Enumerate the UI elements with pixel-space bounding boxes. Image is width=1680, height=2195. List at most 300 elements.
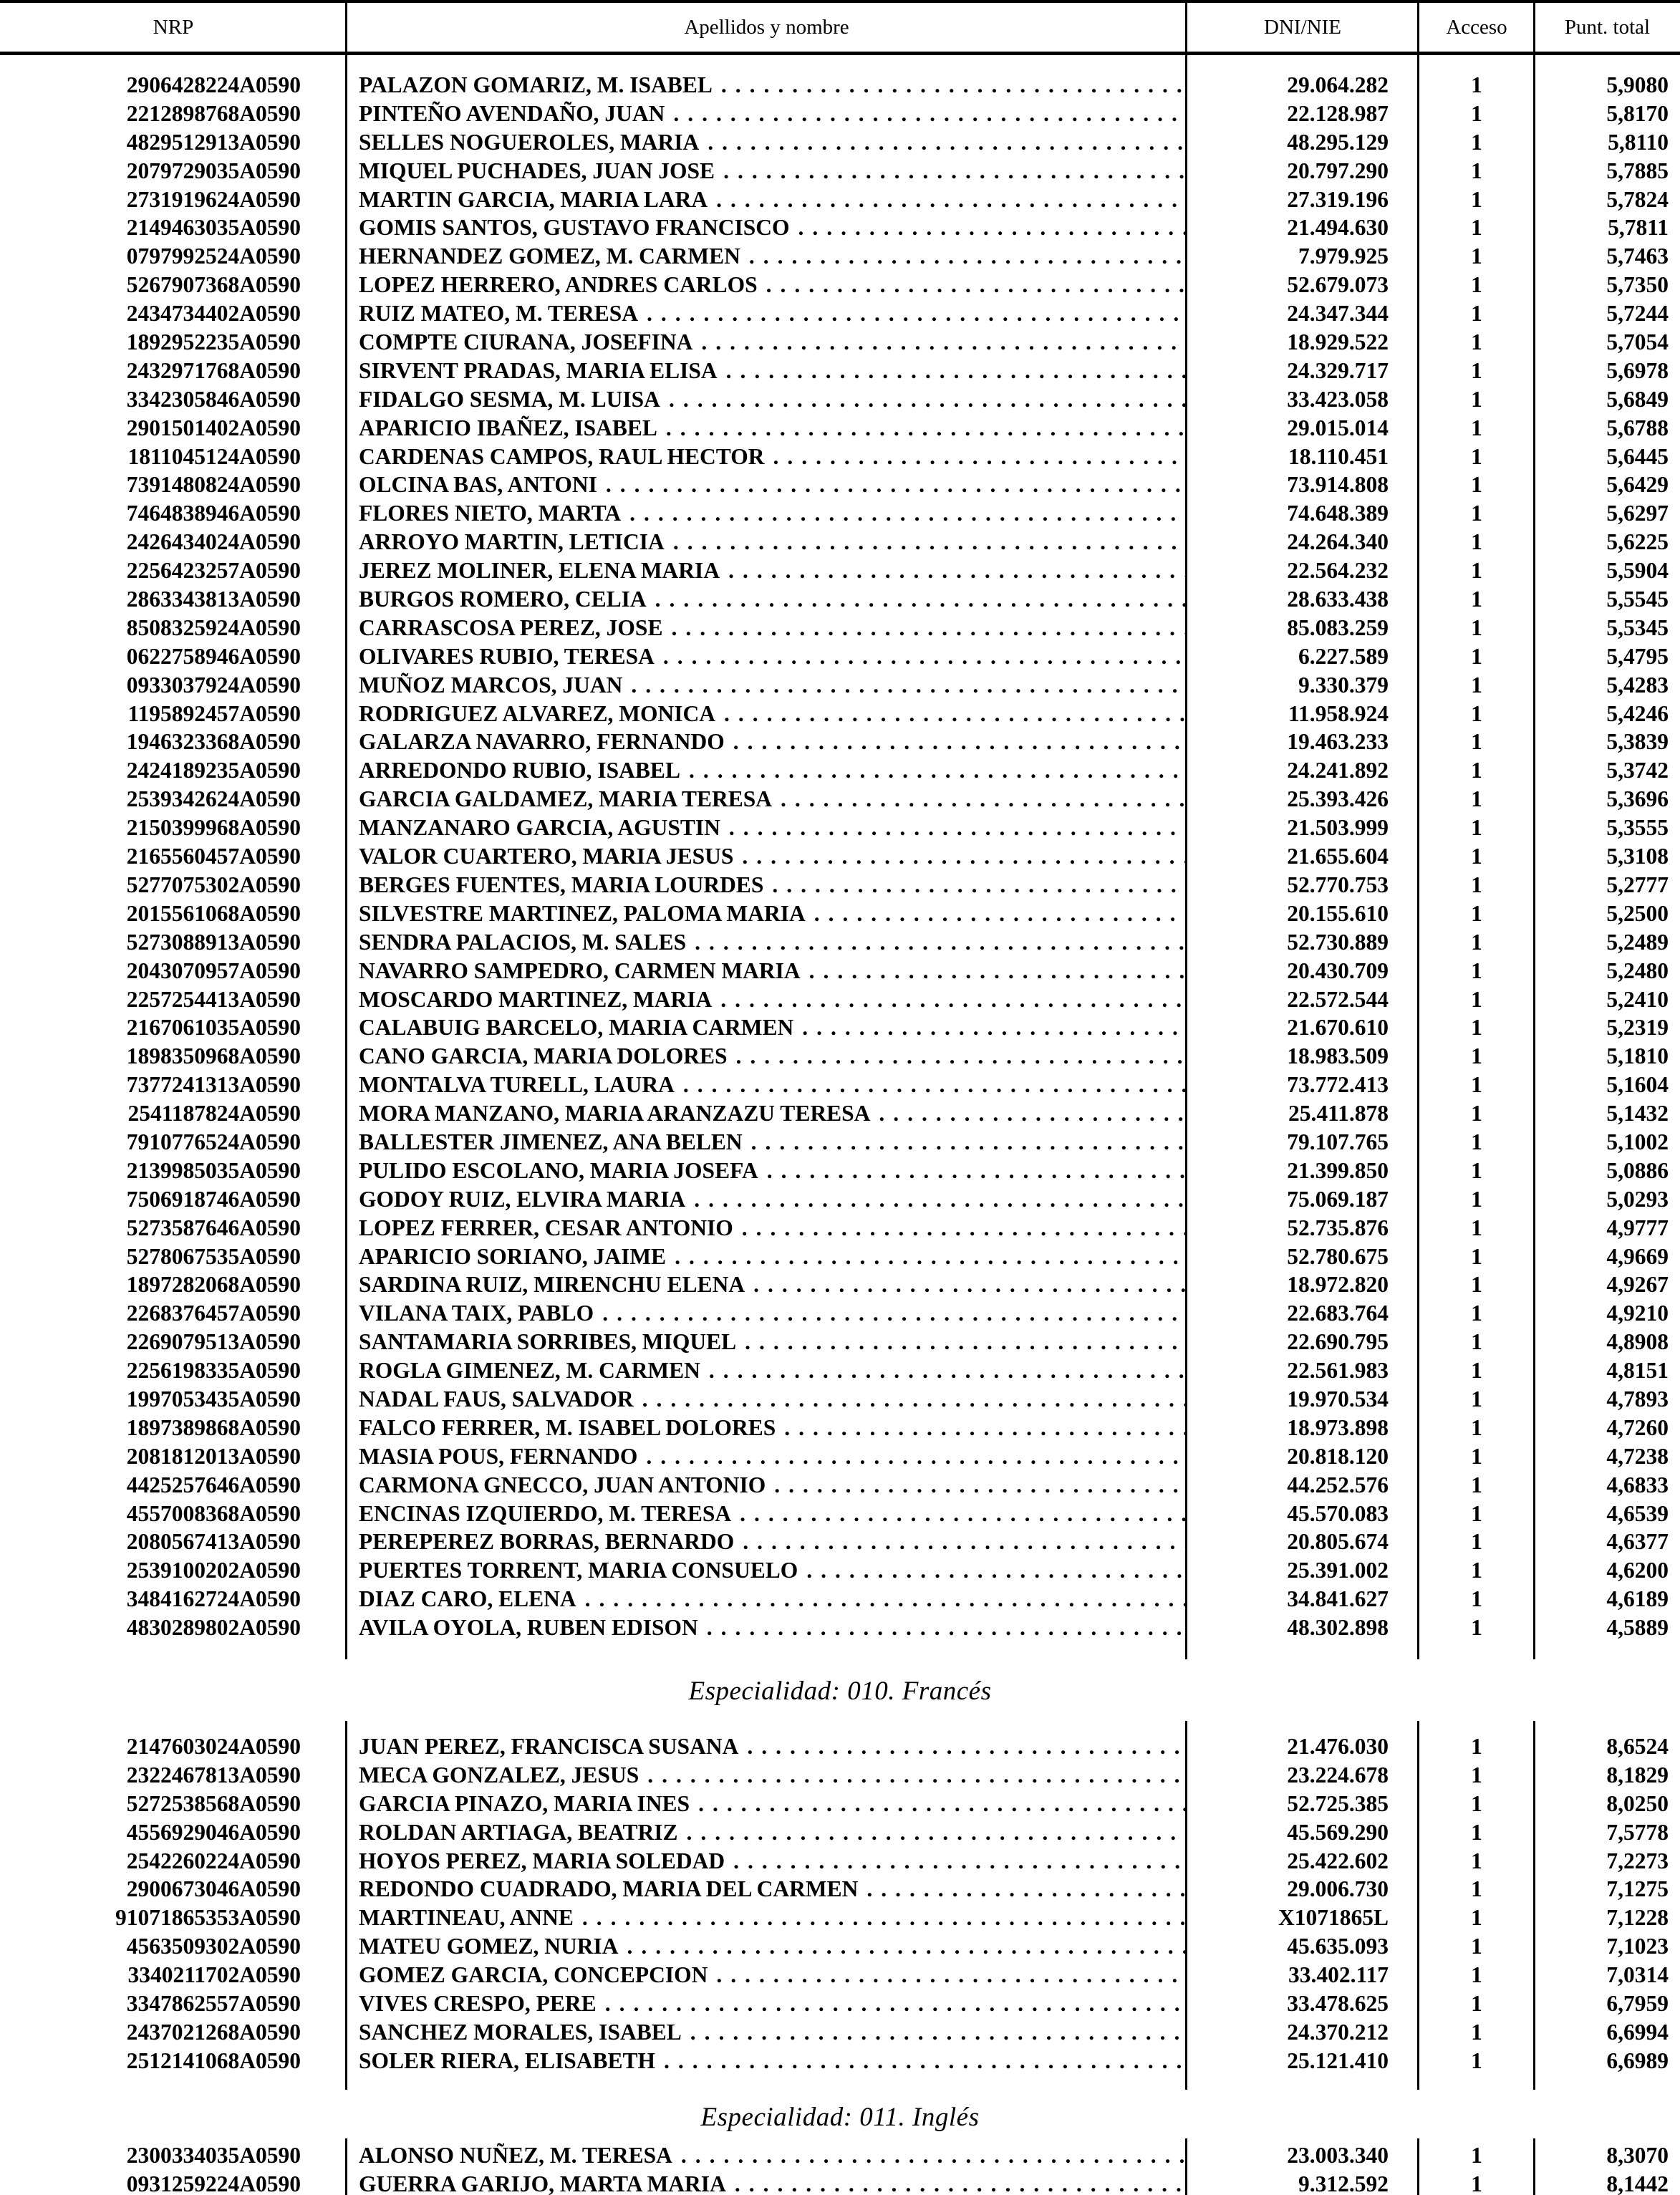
dni-cell: 24.264.340	[1287, 529, 1389, 555]
table-row	[0, 756, 1680, 785]
punt-cell: 5,5545	[1606, 587, 1669, 612]
acceso-cell: 1	[1471, 415, 1482, 440]
nrp-cell: 2080567413A0590	[126, 1529, 301, 1555]
punt-cell: 4,6377	[1606, 1529, 1669, 1555]
acceso-cell: 1	[1471, 1301, 1482, 1326]
nrp-cell: 2432971768A0590	[126, 357, 301, 383]
table-row	[0, 1500, 1680, 1528]
table-row	[0, 271, 1680, 299]
table-row	[0, 1875, 1680, 1904]
punt-cell: 4,7260	[1606, 1414, 1669, 1440]
name-text: RUIZ MATEO, M. TERESA	[359, 301, 639, 327]
dni-cell: 52.730.889	[1287, 929, 1389, 955]
dot-leader	[721, 72, 1187, 97]
nrp-cell: 2900673046A0590	[126, 1876, 301, 1902]
nrp-cell: 2437021268A0590	[126, 2019, 301, 2045]
table-row	[0, 1099, 1680, 1128]
acceso-cell: 1	[1471, 587, 1482, 612]
dni-cell: 24.241.892	[1287, 758, 1389, 783]
dni-cell: 21.503.999	[1287, 815, 1389, 841]
acceso-cell: 1	[1471, 529, 1482, 555]
acceso-cell: 1	[1471, 2047, 1482, 2073]
name-text: REDONDO CUADRADO, MARIA DEL CARMEN	[359, 1876, 859, 1902]
name-cell	[347, 585, 1187, 614]
dot-leader	[726, 358, 1187, 383]
acceso-cell: 1	[1471, 2142, 1482, 2168]
table-body	[0, 55, 1680, 2195]
acceso-cell: 1	[1471, 815, 1482, 841]
name-cell	[347, 1556, 1187, 1585]
name-cell	[347, 414, 1187, 443]
dni-cell: 22.561.983	[1287, 1358, 1389, 1384]
table-row	[0, 157, 1680, 185]
nrp-cell: 3484162724A0590	[126, 1586, 301, 1612]
name-text: GUERRA GARIJO, MARTA MARIA	[359, 2171, 726, 2195]
table-row	[0, 443, 1680, 471]
punt-cell: 8,0250	[1606, 1790, 1669, 1816]
column-divider	[1185, 2138, 1187, 2195]
dni-cell: 52.770.753	[1287, 872, 1389, 897]
name-text: FLORES NIETO, MARTA	[359, 501, 622, 526]
name-text: SELLES NOGUEROLES, MARIA	[359, 129, 700, 155]
dni-cell: 21.399.850	[1287, 1157, 1389, 1183]
dot-leader	[742, 844, 1187, 869]
nrp-cell: 2434734402A0590	[126, 301, 301, 327]
nrp-cell: 2906428224A0590	[126, 72, 301, 97]
dni-cell: 48.302.898	[1287, 1615, 1389, 1641]
nrp-cell: 3340211702A0590	[127, 1962, 301, 1988]
name-text: FIDALGO SESMA, M. LUISA	[359, 386, 660, 412]
table-row	[0, 1847, 1680, 1876]
name-cell	[347, 871, 1187, 899]
punt-cell: 5,0293	[1606, 1186, 1669, 1212]
dot-leader	[740, 1501, 1187, 1526]
table-row	[0, 1961, 1680, 1989]
dot-leader	[708, 130, 1187, 155]
punt-cell: 4,9669	[1606, 1243, 1669, 1269]
name-text: HOYOS PEREZ, MARIA SOLEDAD	[359, 1848, 725, 1873]
name-cell	[347, 1961, 1187, 1989]
dni-cell: 45.569.290	[1287, 1819, 1389, 1845]
name-text: MARTINEAU, ANNE	[359, 1905, 574, 1931]
dni-cell: 33.402.117	[1288, 1962, 1389, 1988]
name-text: BURGOS ROMERO, CELIA	[359, 587, 647, 612]
nrp-cell: 7377241313A0590	[126, 1072, 301, 1098]
nrp-cell: 7391480824A0590	[126, 472, 301, 498]
acceso-cell: 1	[1471, 1472, 1482, 1497]
name-cell	[347, 1790, 1187, 1818]
table-row	[0, 1761, 1680, 1790]
punt-cell: 5,6297	[1606, 501, 1669, 526]
dni-cell: 9.330.379	[1298, 672, 1389, 698]
acceso-cell: 1	[1471, 844, 1482, 869]
name-cell	[347, 957, 1187, 985]
nrp-cell: 8508325924A0590	[126, 614, 301, 640]
dot-leader	[749, 243, 1187, 269]
punt-cell: 4,8151	[1606, 1358, 1669, 1384]
dni-cell: 25.422.602	[1287, 1848, 1389, 1873]
punt-cell: 6,6989	[1606, 2047, 1669, 2073]
name-cell	[347, 2018, 1187, 2047]
name-text: GARCIA PINAZO, MARIA INES	[359, 1790, 690, 1816]
name-text: MUÑOZ MARCOS, JUAN	[359, 672, 623, 698]
name-cell	[347, 756, 1187, 785]
punt-cell: 5,3696	[1606, 786, 1669, 812]
dot-leader	[681, 2143, 1187, 2168]
table-row	[0, 1270, 1680, 1299]
dot-leader	[879, 1101, 1187, 1126]
nrp-cell: 2539342624A0590	[126, 786, 301, 812]
punt-cell: 5,3108	[1606, 844, 1669, 869]
punt-cell: 5,3742	[1606, 758, 1669, 783]
dni-cell: 25.393.426	[1287, 786, 1389, 812]
table-section	[0, 55, 1680, 1659]
acceso-cell: 1	[1471, 1586, 1482, 1612]
punt-cell: 5,9080	[1606, 72, 1669, 97]
punt-cell: 5,0886	[1606, 1157, 1669, 1183]
punt-cell: 7,1023	[1606, 1934, 1669, 1959]
dot-leader	[729, 815, 1187, 840]
table-row	[0, 957, 1680, 985]
dot-leader	[723, 158, 1187, 183]
name-cell	[347, 2141, 1187, 2170]
dot-leader	[724, 701, 1187, 726]
acceso-cell: 1	[1471, 129, 1482, 155]
table-header-row	[0, 0, 1680, 55]
name-text: ARREDONDO RUBIO, ISABEL	[359, 758, 680, 783]
name-cell	[347, 785, 1187, 814]
dot-leader	[655, 587, 1187, 612]
dot-leader	[802, 1015, 1187, 1040]
table-row	[0, 100, 1680, 128]
name-cell	[347, 1099, 1187, 1128]
nrp-cell: 1997053435A0590	[126, 1386, 301, 1412]
dot-leader	[698, 1791, 1187, 1816]
table-row	[0, 1442, 1680, 1471]
dni-cell: 44.252.576	[1287, 1472, 1389, 1497]
table-row	[0, 1185, 1680, 1214]
nrp-cell: 5267907368A0590	[126, 272, 301, 298]
punt-cell: 5,6849	[1606, 386, 1669, 412]
nrp-cell: 91071865353A0590	[115, 1905, 301, 1931]
dot-leader	[627, 1934, 1187, 1959]
table-row	[0, 2141, 1680, 2170]
acceso-cell: 1	[1471, 1101, 1482, 1127]
dni-cell: 52.679.073	[1287, 272, 1389, 298]
table-row	[0, 1071, 1680, 1099]
name-text: ENCINAS IZQUIERDO, M. TERESA	[359, 1500, 732, 1526]
acceso-cell: 1	[1471, 986, 1482, 1012]
dot-leader	[663, 644, 1187, 669]
nrp-cell: 2300334035A0590	[126, 2142, 301, 2168]
name-text: ALONSO NUÑEZ, M. TERESA	[359, 2142, 672, 2168]
name-text: GOMIS SANTOS, GUSTAVO FRANCISCO	[359, 215, 790, 241]
punt-cell: 5,7463	[1606, 243, 1669, 269]
name-text: MATEU GOMEZ, NURIA	[359, 1934, 619, 1959]
acceso-cell: 1	[1471, 1819, 1482, 1845]
nrp-cell: 0797992524A0590	[126, 243, 301, 269]
table-row	[0, 1790, 1680, 1818]
table-row	[0, 1299, 1680, 1328]
acceso-cell: 1	[1471, 1072, 1482, 1098]
name-text: JEREZ MOLINER, ELENA MARIA	[359, 558, 720, 584]
name-cell	[347, 1732, 1187, 1761]
acceso-cell: 1	[1471, 1358, 1482, 1384]
table-row	[0, 1128, 1680, 1157]
name-cell	[347, 1847, 1187, 1876]
name-cell	[347, 842, 1187, 871]
dni-cell: 52.735.876	[1287, 1215, 1389, 1240]
nrp-cell: 1898350968A0590	[126, 1043, 301, 1069]
nrp-cell: 4557008368A0590	[126, 1500, 301, 1526]
dni-cell: 20.797.290	[1287, 158, 1389, 183]
name-text: GARCIA GALDAMEZ, MARIA TERESA	[359, 786, 772, 812]
name-text: MORA MANZANO, MARIA ARANZAZU TERESA	[359, 1101, 871, 1127]
dot-leader	[690, 2020, 1187, 2045]
dot-leader	[701, 329, 1187, 354]
table-row	[0, 1328, 1680, 1356]
name-cell	[347, 528, 1187, 556]
table-row	[0, 642, 1680, 671]
column-header-apellidos-y-nombre: Apellidos y nombre	[684, 16, 849, 39]
nrp-cell: 1897282068A0590	[126, 1272, 301, 1298]
name-cell	[347, 985, 1187, 1014]
name-cell	[347, 128, 1187, 157]
name-text: SANTAMARIA SORRIBES, MIQUEL	[359, 1329, 737, 1355]
acceso-cell: 1	[1471, 1414, 1482, 1440]
table-row	[0, 1818, 1680, 1847]
name-cell	[347, 1442, 1187, 1471]
name-text: LOPEZ HERRERO, ANDRES CARLOS	[359, 272, 758, 298]
punt-cell: 5,7054	[1606, 329, 1669, 355]
name-cell	[347, 271, 1187, 299]
nrp-cell: 2139985035A0590	[126, 1157, 301, 1183]
acceso-cell: 1	[1471, 1962, 1482, 1988]
name-text: PINTEÑO AVENDAÑO, JUAN	[359, 100, 665, 126]
name-text: PULIDO ESCOLANO, MARIA JOSEFA	[359, 1157, 758, 1183]
name-cell	[347, 1414, 1187, 1442]
column-divider	[1417, 1721, 1419, 2090]
punt-cell: 5,2480	[1606, 957, 1669, 983]
table-row	[0, 1243, 1680, 1271]
name-cell	[347, 1128, 1187, 1157]
nrp-cell: 2043070957A0590	[126, 957, 301, 983]
punt-cell: 5,7811	[1608, 215, 1669, 241]
name-text: PUERTES TORRENT, MARIA CONSUELO	[359, 1558, 798, 1583]
nrp-cell: 7464838946A0590	[126, 501, 301, 526]
dni-cell: 22.572.544	[1287, 986, 1389, 1012]
dot-leader	[733, 729, 1187, 754]
dot-leader	[689, 758, 1187, 783]
nrp-cell: 4830289802A0590	[126, 1615, 301, 1641]
table-row	[0, 328, 1680, 357]
name-text: MASIA POUS, FERNANDO	[359, 1443, 638, 1469]
table-row	[0, 985, 1680, 1014]
dni-cell: 25.121.410	[1287, 2047, 1389, 2073]
name-cell	[347, 899, 1187, 928]
acceso-cell: 1	[1471, 1500, 1482, 1526]
acceso-cell: 1	[1471, 1186, 1482, 1212]
section-rows	[0, 71, 1680, 1642]
table-row	[0, 1585, 1680, 1613]
nrp-cell: 3342305846A0590	[126, 386, 301, 412]
table-row	[0, 928, 1680, 957]
column-header-punt-total: Punt. total	[1564, 16, 1651, 39]
dni-cell: 21.476.030	[1287, 1733, 1389, 1759]
dot-leader	[642, 1386, 1187, 1412]
dot-leader	[664, 2048, 1187, 2073]
name-cell	[347, 1471, 1187, 1500]
dot-leader	[798, 215, 1187, 240]
dot-leader	[814, 901, 1187, 926]
table-row	[0, 814, 1680, 842]
name-cell	[347, 385, 1187, 414]
acceso-cell: 1	[1471, 357, 1482, 383]
name-cell	[347, 1989, 1187, 2018]
dot-leader	[733, 1848, 1187, 1873]
dot-leader	[602, 1301, 1187, 1326]
name-text: MIQUEL PUCHADES, JUAN JOSE	[359, 158, 715, 183]
punt-cell: 5,7350	[1606, 272, 1669, 298]
acceso-cell: 1	[1471, 1129, 1482, 1154]
dot-leader	[647, 301, 1187, 326]
acceso-cell: 1	[1471, 1157, 1482, 1183]
acceso-cell: 1	[1471, 443, 1482, 469]
name-cell	[347, 1528, 1187, 1556]
acceso-cell: 1	[1471, 1615, 1482, 1641]
acceso-cell: 1	[1471, 186, 1482, 212]
column-divider	[345, 1721, 347, 2090]
name-cell	[347, 1585, 1187, 1613]
nrp-cell: 2424189235A0590	[126, 758, 301, 783]
name-text: MARTIN GARCIA, MARIA LARA	[359, 186, 708, 212]
punt-cell: 5,7824	[1606, 186, 1669, 212]
dni-cell: 18.983.509	[1287, 1043, 1389, 1069]
acceso-cell: 1	[1471, 1558, 1482, 1583]
name-cell	[347, 499, 1187, 528]
name-text: ARROYO MARTIN, LETICIA	[359, 529, 665, 555]
nrp-cell: 2079729035A0590	[126, 158, 301, 183]
acceso-cell: 1	[1471, 472, 1482, 498]
dot-leader	[629, 501, 1187, 526]
table-row	[0, 614, 1680, 642]
table-row	[0, 1385, 1680, 1414]
section-rows	[0, 2141, 1680, 2195]
dot-leader	[669, 387, 1187, 412]
acceso-cell: 1	[1471, 872, 1482, 897]
punt-cell: 5,2319	[1606, 1015, 1669, 1041]
acceso-cell: 1	[1471, 558, 1482, 584]
nrp-cell: 7506918746A0590	[126, 1186, 301, 1212]
name-cell	[347, 1013, 1187, 1042]
dot-leader	[647, 1762, 1187, 1788]
acceso-cell: 1	[1471, 501, 1482, 526]
name-cell	[347, 1904, 1187, 1932]
acceso-cell: 1	[1471, 1529, 1482, 1555]
dni-cell: 48.295.129	[1287, 129, 1389, 155]
dot-leader	[772, 872, 1187, 897]
nrp-cell: 0622758946A0590	[126, 643, 301, 669]
punt-cell: 4,7893	[1606, 1386, 1669, 1412]
dot-leader	[743, 1529, 1187, 1554]
section-title: Especialidad: 010. Francés	[688, 1676, 992, 1706]
dni-cell: 19.463.233	[1287, 729, 1389, 755]
nrp-cell: 4556929046A0590	[126, 1819, 301, 1845]
name-cell	[347, 2047, 1187, 2075]
table-row	[0, 1732, 1680, 1761]
table-row	[0, 1904, 1680, 1932]
dni-cell: 28.633.438	[1287, 587, 1389, 612]
name-text: BALLESTER JIMENEZ, ANA BELEN	[359, 1129, 743, 1154]
name-text: CARMONA GNECCO, JUAN ANTONIO	[359, 1472, 766, 1497]
dni-cell: 19.970.534	[1287, 1386, 1389, 1412]
dni-cell: 22.683.764	[1287, 1301, 1389, 1326]
dni-cell: 22.564.232	[1287, 558, 1389, 584]
name-text: VALOR CUARTERO, MARIA JESUS	[359, 844, 734, 869]
table-row	[0, 1414, 1680, 1442]
dni-cell: 23.003.340	[1287, 2142, 1389, 2168]
name-cell	[347, 642, 1187, 671]
nrp-cell: 2541187824A0590	[127, 1101, 301, 1127]
dot-leader	[774, 1472, 1187, 1497]
table-section	[0, 1721, 1680, 2090]
punt-cell: 7,2273	[1606, 1848, 1669, 1873]
punt-cell: 8,6524	[1606, 1733, 1669, 1759]
name-text: SOLER RIERA, ELISABETH	[359, 2047, 656, 2073]
section-rows	[0, 1732, 1680, 2075]
table-row	[0, 357, 1680, 385]
punt-cell: 7,1228	[1606, 1905, 1669, 1931]
dot-leader	[646, 1444, 1187, 1469]
table-row	[0, 1471, 1680, 1500]
dni-cell: 45.570.083	[1287, 1500, 1389, 1526]
dni-cell: 45.635.093	[1287, 1934, 1389, 1959]
dot-leader	[735, 2171, 1187, 2195]
table-row	[0, 1157, 1680, 1185]
dni-cell: 75.069.187	[1287, 1186, 1389, 1212]
nrp-cell: 2256423257A0590	[126, 558, 301, 584]
punt-cell: 4,6200	[1606, 1558, 1669, 1583]
name-text: PEREPEREZ BORRAS, BERNARDO	[359, 1529, 735, 1555]
acceso-cell: 1	[1471, 158, 1482, 183]
dni-cell: 24.329.717	[1287, 357, 1389, 383]
nrp-cell: 2167061035A0590	[126, 1015, 301, 1041]
name-text: CARRASCOSA PEREZ, JOSE	[359, 614, 663, 640]
column-divider	[345, 2138, 347, 2195]
dni-cell: 11.958.924	[1288, 700, 1389, 726]
name-cell	[347, 71, 1187, 100]
name-cell	[347, 814, 1187, 842]
nrp-cell: 0933037924A0590	[126, 672, 301, 698]
dni-cell: 7.979.925	[1298, 243, 1389, 269]
table-row	[0, 1989, 1680, 2018]
nrp-cell: 5273587646A0590	[126, 1215, 301, 1240]
acceso-cell: 1	[1471, 1848, 1482, 1873]
punt-cell: 4,9777	[1606, 1215, 1669, 1240]
table-row	[0, 871, 1680, 899]
nrp-cell: 1195892457A0590	[127, 700, 301, 726]
dni-cell: 74.648.389	[1287, 501, 1389, 526]
table-row	[0, 242, 1680, 271]
dni-cell: 33.423.058	[1287, 386, 1389, 412]
acceso-cell: 1	[1471, 1243, 1482, 1269]
acceso-cell: 1	[1471, 900, 1482, 926]
acceso-cell: 1	[1471, 729, 1482, 755]
acceso-cell: 1	[1471, 758, 1482, 783]
dni-cell: 23.224.678	[1287, 1762, 1389, 1788]
column-divider	[1185, 55, 1187, 1659]
punt-cell: 5,1604	[1606, 1072, 1669, 1098]
